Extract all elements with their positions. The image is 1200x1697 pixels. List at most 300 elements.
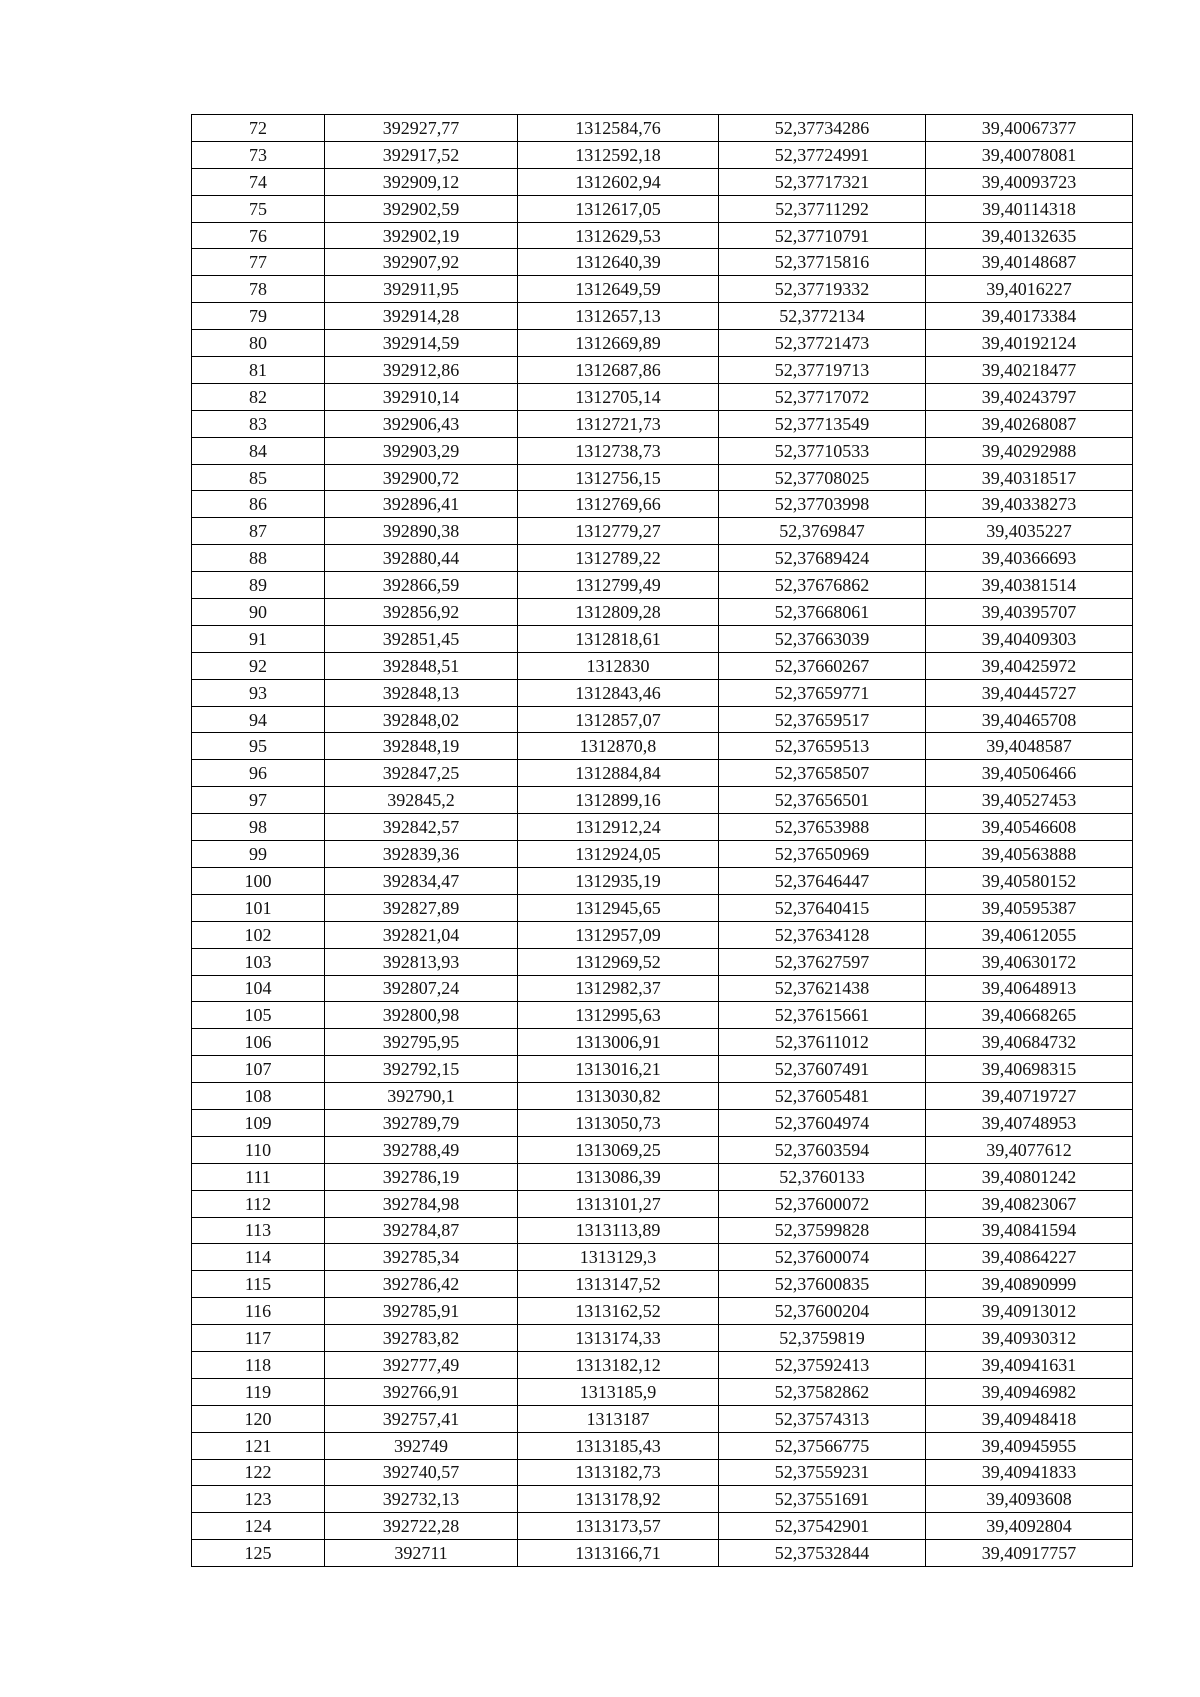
point-number-cell: 109: [192, 1109, 325, 1136]
longitude-cell: 39,40078081: [926, 141, 1133, 168]
y-coordinate-cell: 1312899,16: [518, 787, 719, 814]
table-row: [192, 545, 1133, 572]
x-coordinate-cell: 392914,28: [325, 303, 518, 330]
x-coordinate-cell: 392911,95: [325, 276, 518, 303]
x-coordinate-cell: 392896,41: [325, 491, 518, 518]
table-row: [192, 572, 1133, 599]
table-row: [192, 1432, 1133, 1459]
latitude-cell: 52,37659513: [719, 733, 926, 760]
table-row: [192, 841, 1133, 868]
point-number-cell: 87: [192, 518, 325, 545]
latitude-cell: 52,37627597: [719, 948, 926, 975]
table-row: [192, 1351, 1133, 1378]
point-number-cell: 83: [192, 410, 325, 437]
table-row: [192, 679, 1133, 706]
point-number-cell: 125: [192, 1540, 325, 1567]
latitude-cell: 52,37660267: [719, 652, 926, 679]
table-row: [192, 437, 1133, 464]
longitude-cell: 39,40268087: [926, 410, 1133, 437]
table-row: [192, 760, 1133, 787]
table-row: [192, 1163, 1133, 1190]
longitude-cell: 39,40546608: [926, 814, 1133, 841]
table-row: [192, 115, 1133, 142]
latitude-cell: 52,37615661: [719, 1002, 926, 1029]
y-coordinate-cell: 1313178,92: [518, 1486, 719, 1513]
longitude-cell: 39,40946982: [926, 1378, 1133, 1405]
table-row: [192, 1298, 1133, 1325]
latitude-cell: 52,37717072: [719, 383, 926, 410]
longitude-cell: 39,40067377: [926, 115, 1133, 142]
latitude-cell: 52,37607491: [719, 1056, 926, 1083]
longitude-cell: 39,40748953: [926, 1109, 1133, 1136]
longitude-cell: 39,40595387: [926, 894, 1133, 921]
y-coordinate-cell: 1312957,09: [518, 921, 719, 948]
x-coordinate-cell: 392786,19: [325, 1163, 518, 1190]
y-coordinate-cell: 1312779,27: [518, 518, 719, 545]
latitude-cell: 52,37715816: [719, 249, 926, 276]
y-coordinate-cell: 1312769,66: [518, 491, 719, 518]
table-row: [192, 867, 1133, 894]
longitude-cell: 39,4048587: [926, 733, 1133, 760]
x-coordinate-cell: 392890,38: [325, 518, 518, 545]
longitude-cell: 39,40292988: [926, 437, 1133, 464]
point-number-cell: 122: [192, 1459, 325, 1486]
latitude-cell: 52,37676862: [719, 572, 926, 599]
y-coordinate-cell: 1312721,73: [518, 410, 719, 437]
x-coordinate-cell: 392848,19: [325, 733, 518, 760]
point-number-cell: 90: [192, 599, 325, 626]
point-number-cell: 88: [192, 545, 325, 572]
latitude-cell: 52,37551691: [719, 1486, 926, 1513]
table-row: [192, 652, 1133, 679]
point-number-cell: 82: [192, 383, 325, 410]
longitude-cell: 39,40563888: [926, 841, 1133, 868]
x-coordinate-cell: 392910,14: [325, 383, 518, 410]
latitude-cell: 52,37600074: [719, 1244, 926, 1271]
longitude-cell: 39,40698315: [926, 1056, 1133, 1083]
latitude-cell: 52,37724991: [719, 141, 926, 168]
latitude-cell: 52,3759819: [719, 1325, 926, 1352]
latitude-cell: 52,37708025: [719, 464, 926, 491]
longitude-cell: 39,40823067: [926, 1190, 1133, 1217]
latitude-cell: 52,37719713: [719, 357, 926, 384]
y-coordinate-cell: 1312799,49: [518, 572, 719, 599]
y-coordinate-cell: 1313162,52: [518, 1298, 719, 1325]
longitude-cell: 39,40366693: [926, 545, 1133, 572]
point-number-cell: 96: [192, 760, 325, 787]
longitude-cell: 39,40132635: [926, 222, 1133, 249]
y-coordinate-cell: 1313069,25: [518, 1136, 719, 1163]
x-coordinate-cell: 392848,02: [325, 706, 518, 733]
point-number-cell: 100: [192, 867, 325, 894]
x-coordinate-cell: 392902,19: [325, 222, 518, 249]
x-coordinate-cell: 392732,13: [325, 1486, 518, 1513]
point-number-cell: 123: [192, 1486, 325, 1513]
x-coordinate-cell: 392788,49: [325, 1136, 518, 1163]
y-coordinate-cell: 1312969,52: [518, 948, 719, 975]
latitude-cell: 52,37653988: [719, 814, 926, 841]
point-number-cell: 108: [192, 1083, 325, 1110]
x-coordinate-cell: 392845,2: [325, 787, 518, 814]
y-coordinate-cell: 1312945,65: [518, 894, 719, 921]
x-coordinate-cell: 392847,25: [325, 760, 518, 787]
x-coordinate-cell: 392785,34: [325, 1244, 518, 1271]
point-number-cell: 111: [192, 1163, 325, 1190]
longitude-cell: 39,40864227: [926, 1244, 1133, 1271]
point-number-cell: 72: [192, 115, 325, 142]
table-row: [192, 1109, 1133, 1136]
x-coordinate-cell: 392792,15: [325, 1056, 518, 1083]
longitude-cell: 39,40941833: [926, 1459, 1133, 1486]
longitude-cell: 39,40719727: [926, 1083, 1133, 1110]
point-number-cell: 117: [192, 1325, 325, 1352]
longitude-cell: 39,40930312: [926, 1325, 1133, 1352]
y-coordinate-cell: 1312602,94: [518, 168, 719, 195]
point-number-cell: 89: [192, 572, 325, 599]
point-number-cell: 105: [192, 1002, 325, 1029]
table-row: [192, 948, 1133, 975]
x-coordinate-cell: 392902,59: [325, 195, 518, 222]
y-coordinate-cell: 1313185,43: [518, 1432, 719, 1459]
point-number-cell: 106: [192, 1029, 325, 1056]
table-row: [192, 357, 1133, 384]
x-coordinate-cell: 392827,89: [325, 894, 518, 921]
y-coordinate-cell: 1312982,37: [518, 975, 719, 1002]
table-row: [192, 195, 1133, 222]
y-coordinate-cell: 1312649,59: [518, 276, 719, 303]
longitude-cell: 39,40093723: [926, 168, 1133, 195]
longitude-cell: 39,40173384: [926, 303, 1133, 330]
table-row: [192, 491, 1133, 518]
latitude-cell: 52,37713549: [719, 410, 926, 437]
latitude-cell: 52,3760133: [719, 1163, 926, 1190]
y-coordinate-cell: 1312756,15: [518, 464, 719, 491]
table-row: [192, 222, 1133, 249]
latitude-cell: 52,37710533: [719, 437, 926, 464]
longitude-cell: 39,40445727: [926, 679, 1133, 706]
table-row: [192, 1325, 1133, 1352]
latitude-cell: 52,37646447: [719, 867, 926, 894]
y-coordinate-cell: 1312629,53: [518, 222, 719, 249]
table-row: [192, 1002, 1133, 1029]
longitude-cell: 39,40630172: [926, 948, 1133, 975]
table-row: [192, 1136, 1133, 1163]
x-coordinate-cell: 392749: [325, 1432, 518, 1459]
x-coordinate-cell: 392927,77: [325, 115, 518, 142]
point-number-cell: 99: [192, 841, 325, 868]
latitude-cell: 52,37559231: [719, 1459, 926, 1486]
table-row: [192, 276, 1133, 303]
y-coordinate-cell: 1312584,76: [518, 115, 719, 142]
point-number-cell: 85: [192, 464, 325, 491]
longitude-cell: 39,4092804: [926, 1513, 1133, 1540]
y-coordinate-cell: 1312843,46: [518, 679, 719, 706]
point-number-cell: 79: [192, 303, 325, 330]
point-number-cell: 74: [192, 168, 325, 195]
y-coordinate-cell: 1313185,9: [518, 1378, 719, 1405]
y-coordinate-cell: 1313086,39: [518, 1163, 719, 1190]
y-coordinate-cell: 1312705,14: [518, 383, 719, 410]
x-coordinate-cell: 392903,29: [325, 437, 518, 464]
latitude-cell: 52,37734286: [719, 115, 926, 142]
x-coordinate-cell: 392842,57: [325, 814, 518, 841]
y-coordinate-cell: 1312995,63: [518, 1002, 719, 1029]
latitude-cell: 52,37640415: [719, 894, 926, 921]
x-coordinate-cell: 392711: [325, 1540, 518, 1567]
longitude-cell: 39,40913012: [926, 1298, 1133, 1325]
x-coordinate-cell: 392766,91: [325, 1378, 518, 1405]
point-number-cell: 73: [192, 141, 325, 168]
table-row: [192, 1271, 1133, 1298]
longitude-cell: 39,40409303: [926, 625, 1133, 652]
longitude-cell: 39,40648913: [926, 975, 1133, 1002]
longitude-cell: 39,4035227: [926, 518, 1133, 545]
latitude-cell: 52,37659771: [719, 679, 926, 706]
point-number-cell: 120: [192, 1405, 325, 1432]
latitude-cell: 52,37650969: [719, 841, 926, 868]
y-coordinate-cell: 1313182,12: [518, 1351, 719, 1378]
latitude-cell: 52,37605481: [719, 1083, 926, 1110]
x-coordinate-cell: 392722,28: [325, 1513, 518, 1540]
point-number-cell: 76: [192, 222, 325, 249]
latitude-cell: 52,37582862: [719, 1378, 926, 1405]
x-coordinate-cell: 392821,04: [325, 921, 518, 948]
longitude-cell: 39,40506466: [926, 760, 1133, 787]
longitude-cell: 39,40338273: [926, 491, 1133, 518]
table-row: [192, 814, 1133, 841]
y-coordinate-cell: 1312789,22: [518, 545, 719, 572]
y-coordinate-cell: 1312830: [518, 652, 719, 679]
x-coordinate-cell: 392757,41: [325, 1405, 518, 1432]
y-coordinate-cell: 1313030,82: [518, 1083, 719, 1110]
longitude-cell: 39,40218477: [926, 357, 1133, 384]
point-number-cell: 91: [192, 625, 325, 652]
x-coordinate-cell: 392784,87: [325, 1217, 518, 1244]
y-coordinate-cell: 1312818,61: [518, 625, 719, 652]
table-row: [192, 894, 1133, 921]
longitude-cell: 39,40580152: [926, 867, 1133, 894]
x-coordinate-cell: 392807,24: [325, 975, 518, 1002]
longitude-cell: 39,40243797: [926, 383, 1133, 410]
longitude-cell: 39,40192124: [926, 330, 1133, 357]
point-number-cell: 113: [192, 1217, 325, 1244]
table-row: [192, 1244, 1133, 1271]
x-coordinate-cell: 392917,52: [325, 141, 518, 168]
x-coordinate-cell: 392880,44: [325, 545, 518, 572]
latitude-cell: 52,37600204: [719, 1298, 926, 1325]
x-coordinate-cell: 392800,98: [325, 1002, 518, 1029]
latitude-cell: 52,37668061: [719, 599, 926, 626]
table-row: [192, 1513, 1133, 1540]
longitude-cell: 39,40668265: [926, 1002, 1133, 1029]
point-number-cell: 95: [192, 733, 325, 760]
x-coordinate-cell: 392813,93: [325, 948, 518, 975]
latitude-cell: 52,37542901: [719, 1513, 926, 1540]
table-row: [192, 249, 1133, 276]
latitude-cell: 52,37711292: [719, 195, 926, 222]
table-row: [192, 410, 1133, 437]
longitude-cell: 39,40465708: [926, 706, 1133, 733]
latitude-cell: 52,37574313: [719, 1405, 926, 1432]
latitude-cell: 52,37658507: [719, 760, 926, 787]
point-number-cell: 101: [192, 894, 325, 921]
table-row: [192, 168, 1133, 195]
x-coordinate-cell: 392848,13: [325, 679, 518, 706]
x-coordinate-cell: 392790,1: [325, 1083, 518, 1110]
latitude-cell: 52,37566775: [719, 1432, 926, 1459]
latitude-cell: 52,37719332: [719, 276, 926, 303]
y-coordinate-cell: 1312738,73: [518, 437, 719, 464]
table-row: [192, 464, 1133, 491]
x-coordinate-cell: 392740,57: [325, 1459, 518, 1486]
y-coordinate-cell: 1313113,89: [518, 1217, 719, 1244]
y-coordinate-cell: 1312884,84: [518, 760, 719, 787]
y-coordinate-cell: 1313006,91: [518, 1029, 719, 1056]
y-coordinate-cell: 1313187: [518, 1405, 719, 1432]
longitude-cell: 39,4093608: [926, 1486, 1133, 1513]
y-coordinate-cell: 1313166,71: [518, 1540, 719, 1567]
point-number-cell: 102: [192, 921, 325, 948]
table-row: [192, 303, 1133, 330]
y-coordinate-cell: 1313129,3: [518, 1244, 719, 1271]
x-coordinate-cell: 392914,59: [325, 330, 518, 357]
x-coordinate-cell: 392900,72: [325, 464, 518, 491]
point-number-cell: 92: [192, 652, 325, 679]
point-number-cell: 114: [192, 1244, 325, 1271]
point-number-cell: 86: [192, 491, 325, 518]
table-row: [192, 599, 1133, 626]
x-coordinate-cell: 392851,45: [325, 625, 518, 652]
longitude-cell: 39,40425972: [926, 652, 1133, 679]
x-coordinate-cell: 392848,51: [325, 652, 518, 679]
latitude-cell: 52,37703998: [719, 491, 926, 518]
y-coordinate-cell: 1313174,33: [518, 1325, 719, 1352]
table-row: [192, 330, 1133, 357]
x-coordinate-cell: 392912,86: [325, 357, 518, 384]
longitude-cell: 39,40381514: [926, 572, 1133, 599]
latitude-cell: 52,37592413: [719, 1351, 926, 1378]
y-coordinate-cell: 1313050,73: [518, 1109, 719, 1136]
table-row: [192, 1083, 1133, 1110]
y-coordinate-cell: 1312935,19: [518, 867, 719, 894]
y-coordinate-cell: 1312592,18: [518, 141, 719, 168]
point-number-cell: 80: [192, 330, 325, 357]
latitude-cell: 52,37659517: [719, 706, 926, 733]
y-coordinate-cell: 1313182,73: [518, 1459, 719, 1486]
table-row: [192, 1540, 1133, 1567]
longitude-cell: 39,4016227: [926, 276, 1133, 303]
table-row: [192, 625, 1133, 652]
table-row: [192, 706, 1133, 733]
table-row: [192, 1378, 1133, 1405]
longitude-cell: 39,40941631: [926, 1351, 1133, 1378]
y-coordinate-cell: 1312912,24: [518, 814, 719, 841]
longitude-cell: 39,40527453: [926, 787, 1133, 814]
latitude-cell: 52,37600072: [719, 1190, 926, 1217]
point-number-cell: 119: [192, 1378, 325, 1405]
latitude-cell: 52,3772134: [719, 303, 926, 330]
latitude-cell: 52,37721473: [719, 330, 926, 357]
longitude-cell: 39,40890999: [926, 1271, 1133, 1298]
y-coordinate-cell: 1312640,39: [518, 249, 719, 276]
longitude-cell: 39,40114318: [926, 195, 1133, 222]
table-row: [192, 733, 1133, 760]
y-coordinate-cell: 1312924,05: [518, 841, 719, 868]
x-coordinate-cell: 392789,79: [325, 1109, 518, 1136]
longitude-cell: 39,40395707: [926, 599, 1133, 626]
latitude-cell: 52,37634128: [719, 921, 926, 948]
point-number-cell: 121: [192, 1432, 325, 1459]
point-number-cell: 81: [192, 357, 325, 384]
table-row: [192, 383, 1133, 410]
y-coordinate-cell: 1313173,57: [518, 1513, 719, 1540]
point-number-cell: 94: [192, 706, 325, 733]
point-number-cell: 93: [192, 679, 325, 706]
x-coordinate-cell: 392909,12: [325, 168, 518, 195]
point-number-cell: 97: [192, 787, 325, 814]
x-coordinate-cell: 392785,91: [325, 1298, 518, 1325]
latitude-cell: 52,37710791: [719, 222, 926, 249]
latitude-cell: 52,37663039: [719, 625, 926, 652]
point-number-cell: 75: [192, 195, 325, 222]
table-row: [192, 518, 1133, 545]
coordinates-table-body: [192, 115, 1133, 1567]
x-coordinate-cell: 392906,43: [325, 410, 518, 437]
y-coordinate-cell: 1313016,21: [518, 1056, 719, 1083]
x-coordinate-cell: 392866,59: [325, 572, 518, 599]
point-number-cell: 84: [192, 437, 325, 464]
y-coordinate-cell: 1312669,89: [518, 330, 719, 357]
table-row: [192, 1190, 1133, 1217]
longitude-cell: 39,40801242: [926, 1163, 1133, 1190]
longitude-cell: 39,40148687: [926, 249, 1133, 276]
latitude-cell: 52,3769847: [719, 518, 926, 545]
x-coordinate-cell: 392907,92: [325, 249, 518, 276]
latitude-cell: 52,37689424: [719, 545, 926, 572]
table-row: [192, 975, 1133, 1002]
table-row: [192, 787, 1133, 814]
y-coordinate-cell: 1313147,52: [518, 1271, 719, 1298]
table-row: [192, 1029, 1133, 1056]
longitude-cell: 39,4077612: [926, 1136, 1133, 1163]
latitude-cell: 52,37600835: [719, 1271, 926, 1298]
latitude-cell: 52,37656501: [719, 787, 926, 814]
longitude-cell: 39,40945955: [926, 1432, 1133, 1459]
table-row: [192, 141, 1133, 168]
point-number-cell: 78: [192, 276, 325, 303]
point-number-cell: 77: [192, 249, 325, 276]
latitude-cell: 52,37532844: [719, 1540, 926, 1567]
y-coordinate-cell: 1312857,07: [518, 706, 719, 733]
table-row: [192, 1217, 1133, 1244]
y-coordinate-cell: 1313101,27: [518, 1190, 719, 1217]
point-number-cell: 98: [192, 814, 325, 841]
latitude-cell: 52,37603594: [719, 1136, 926, 1163]
point-number-cell: 110: [192, 1136, 325, 1163]
point-number-cell: 124: [192, 1513, 325, 1540]
point-number-cell: 103: [192, 948, 325, 975]
table-row: [192, 921, 1133, 948]
y-coordinate-cell: 1312870,8: [518, 733, 719, 760]
x-coordinate-cell: 392777,49: [325, 1351, 518, 1378]
x-coordinate-cell: 392784,98: [325, 1190, 518, 1217]
longitude-cell: 39,40612055: [926, 921, 1133, 948]
point-number-cell: 104: [192, 975, 325, 1002]
latitude-cell: 52,37599828: [719, 1217, 926, 1244]
x-coordinate-cell: 392786,42: [325, 1271, 518, 1298]
longitude-cell: 39,40917757: [926, 1540, 1133, 1567]
longitude-cell: 39,40841594: [926, 1217, 1133, 1244]
